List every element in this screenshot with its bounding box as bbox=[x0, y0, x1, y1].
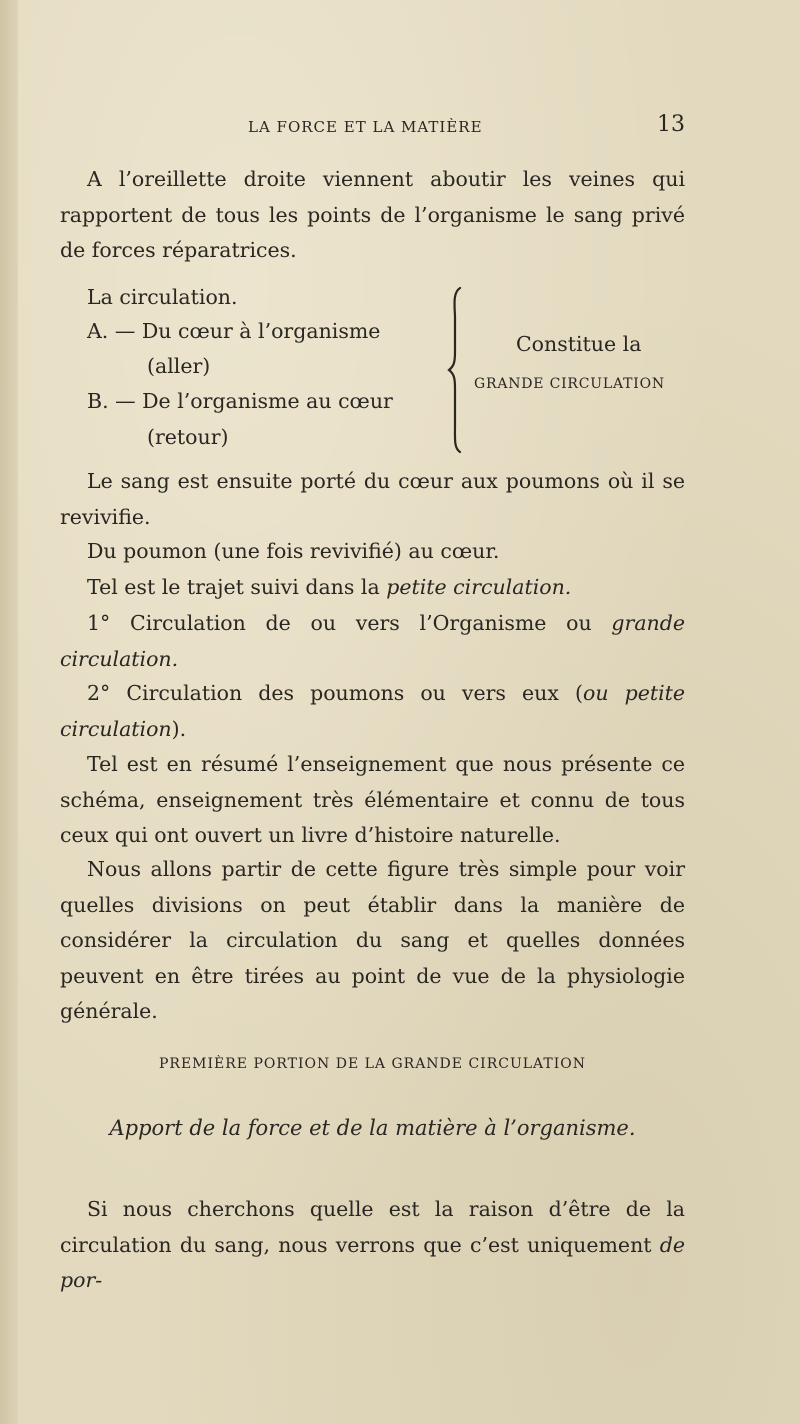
circulation-b-note: (retour) bbox=[147, 425, 229, 449]
paragraph-sang-poumons: Le sang est ensuite porté du cœur aux poumons où il se revivifie. bbox=[60, 469, 685, 529]
paragraph-oreillette: A l’oreillette droite viennent aboutir les veines qui rapportent de tous les points de l’organisme le sang privé de forces réparatrices. bbox=[60, 167, 685, 262]
circulation-a-line: A. — Du cœur à l’organisme bbox=[87, 319, 381, 343]
p4-italic: petite circulation. bbox=[386, 575, 572, 599]
grande-circulation-label: GRANDE CIRCULATION bbox=[474, 376, 665, 392]
page-binding-edge bbox=[0, 0, 18, 1424]
paragraph-figure: Nous allons partir de cette figure très simple pour voir quelles divisions on peut établir dans la manière de considérer la circulation du sang et quelles données peuvent en être tirées au point de vue de la physiologie générale. bbox=[60, 857, 685, 1023]
p9-text: Si nous cherchons quelle est la raison d’être de la circulation du sang, nous verrons que c’est uniquement bbox=[60, 1197, 685, 1257]
section-subtitle: Apport de la force et de la matière à l’organisme. bbox=[109, 1116, 636, 1140]
circulation-title: La circulation. bbox=[87, 285, 238, 309]
paragraph-circulation-poumons bbox=[60, 676, 685, 747]
running-title: LA FORCE ET LA MATIÈRE bbox=[248, 118, 483, 136]
p4-text: Tel est le trajet suivi dans la bbox=[87, 575, 387, 599]
section-title: PREMIÈRE PORTION DE LA GRANDE CIRCULATION bbox=[159, 1056, 586, 1072]
paragraph-petite-circulation bbox=[87, 570, 712, 606]
paragraph-raison-etre bbox=[60, 1192, 685, 1299]
page-number: 13 bbox=[657, 112, 685, 137]
p9-italic: de por- bbox=[60, 1232, 685, 1292]
paragraph-poumon-coeur: Du poumon (une fois revivifié) au cœur. bbox=[87, 539, 500, 563]
p5-italic: grande circulation. bbox=[60, 611, 685, 671]
paragraph-resume: Tel est en résumé l’enseignement que nous présente ce schéma, enseignement très élémentaire et connu de tous ceux qui ont ouvert un livre d’histoire naturelle. bbox=[60, 752, 685, 847]
curly-brace-icon bbox=[444, 286, 474, 454]
p5-text: 1° Circulation de ou vers l’Organisme ou bbox=[87, 611, 612, 635]
p6-text: 2° Circulation des poumons ou vers eux ( bbox=[87, 681, 583, 705]
p6-suffix: ). bbox=[171, 716, 187, 741]
circulation-b-line: B. — De l’organisme au cœur bbox=[87, 389, 393, 413]
constitue-label: Constitue la bbox=[516, 332, 642, 356]
p6-italic: ou petite circulation bbox=[60, 681, 686, 741]
paragraph-grande-circulation bbox=[60, 606, 685, 677]
running-head bbox=[60, 112, 685, 138]
circulation-a-note: (aller) bbox=[147, 354, 211, 378]
